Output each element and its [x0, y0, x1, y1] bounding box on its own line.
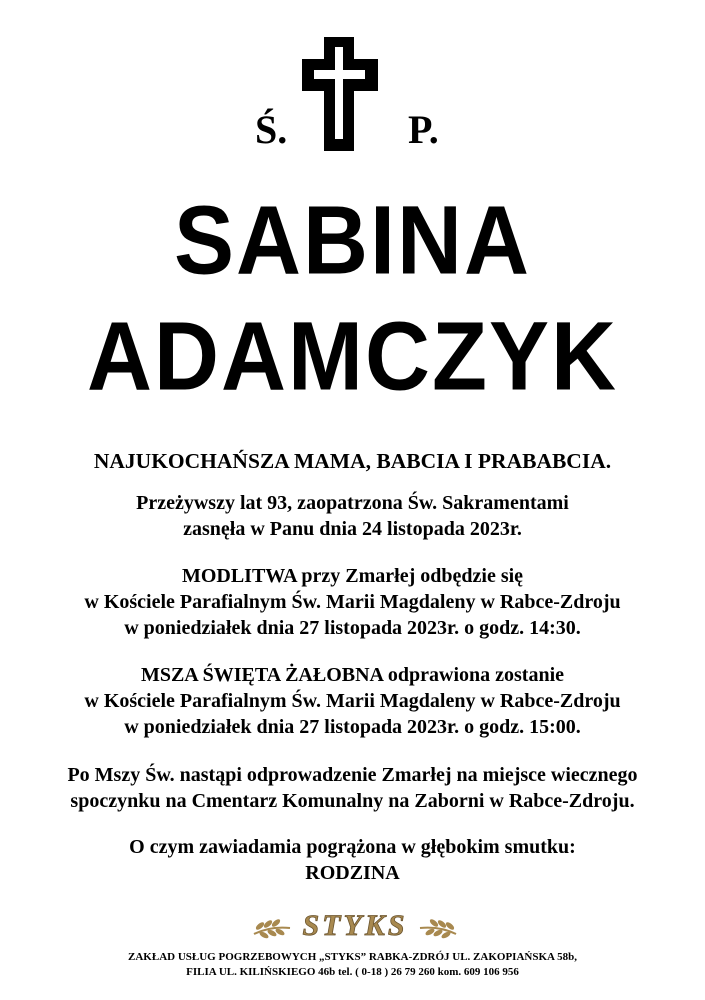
logo-text: STYKS	[302, 909, 408, 942]
latin-cross-icon	[302, 33, 382, 153]
text-line: MODLITWA przy Zmarłej odbędzie się	[181, 565, 524, 587]
sp-right-letter: P.	[408, 107, 439, 152]
text-line: w poniedziałek dnia 27 listopada 2023r. o godz. 15:00.	[124, 716, 581, 738]
laurel-branch-icon	[254, 918, 290, 940]
family-relation-headline: NAJUKOCHAŃSZA MAMA, BABCIA I PRABABCIA.	[93, 449, 612, 473]
text-line: Po Mszy Św. nastąpi odprowadzenie Zmarłej na miejsce wiecznego	[67, 764, 638, 786]
death-info-block	[0, 490, 705, 542]
prayer-info-block	[0, 563, 705, 641]
notice-header	[0, 30, 705, 155]
text-line: O czym zawiadamia pogrążona w głębokim smutku:	[129, 836, 576, 858]
text-line: w Kościele Parafialnym Św. Marii Magdaleny w Rabce-Zdroju	[84, 591, 621, 613]
footer-line: ZAKŁAD USŁUG POGRZEBOWYCH „STYKS” RABKA-ZDRÓJ UL. ZAKOPIAŃSKA 58b,	[128, 951, 577, 963]
deceased-first-name: SABINA	[173, 187, 531, 295]
text-line: w Kościele Parafialnym Św. Marii Magdaleny w Rabce-Zdroju	[84, 690, 621, 712]
family-signature-block	[0, 834, 705, 886]
funeral-home-footer	[0, 950, 705, 980]
text-line: zasnęła w Panu dnia 24 listopada 2023r.	[183, 518, 522, 540]
laurel-branch-icon	[420, 918, 456, 940]
text-line: w poniedziałek dnia 27 listopada 2023r. o godz. 14:30.	[124, 617, 581, 639]
family-signature: RODZINA	[305, 862, 400, 884]
text-line: spoczynku na Cmentarz Komunalny na Zaborni w Rabce-Zdroju.	[70, 790, 635, 812]
deceased-last-name: ADAMCZYK	[87, 303, 618, 411]
text-line: MSZA ŚWIĘTA ŻAŁOBNA odprawiona zostanie	[140, 664, 565, 686]
footer-line: FILIA UL. KILIŃSKIEGO 46b tel. ( 0-18 ) 26 79 260 kom. 609 106 956	[186, 966, 519, 978]
funeral-mass-block	[0, 662, 705, 740]
sp-left-letter: Ś.	[255, 107, 288, 152]
text-line: Przeżywszy lat 93, zaopatrzona Św. Sakramentami	[136, 492, 569, 514]
burial-info-block	[0, 762, 705, 814]
styks-logo	[250, 904, 460, 944]
